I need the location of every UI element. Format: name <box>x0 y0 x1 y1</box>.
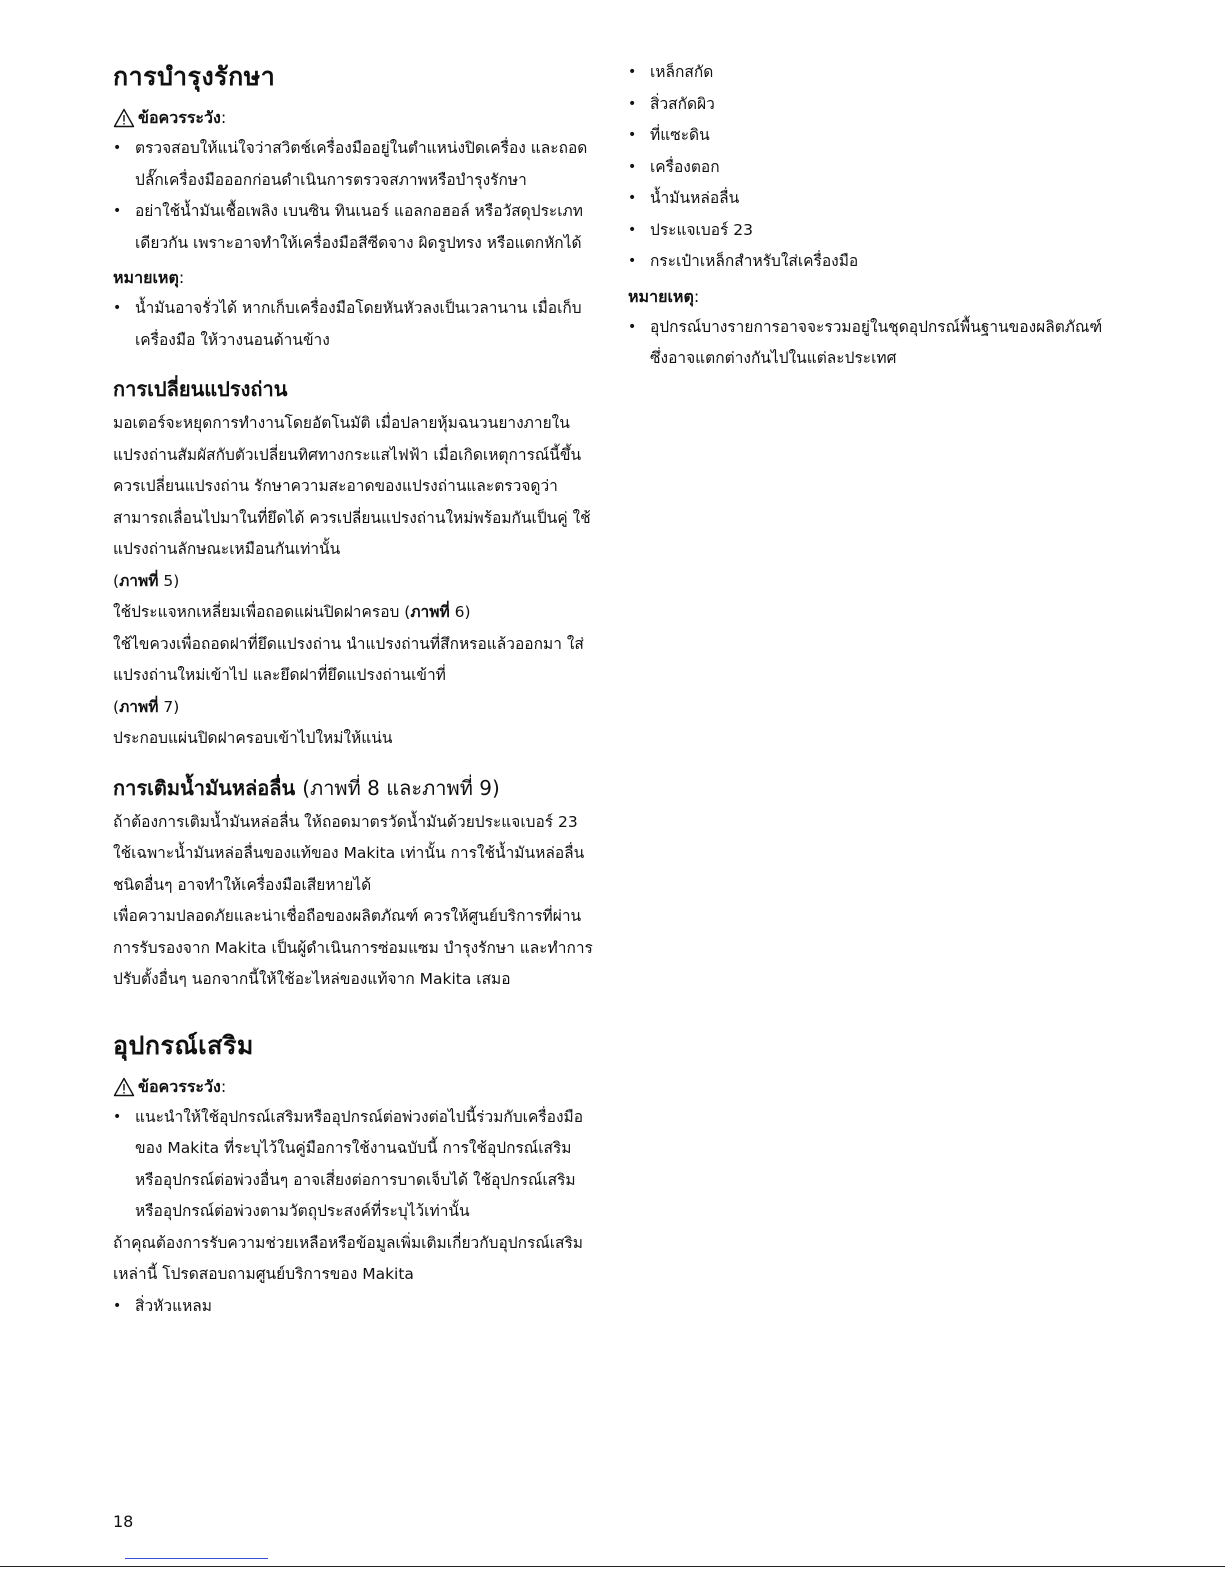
maintenance-title: การบำรุงรักษา <box>113 62 276 91</box>
colon: : <box>178 268 185 287</box>
figure-number: 6 <box>454 603 465 621</box>
list-item-text: อย่าใช้น้ำมันเชื้อเพลิง เบนซิน ทินเนอร์ แอลกอฮอล์ หรือวัสดุประเภทเดียวกัน เพราะอาจทำให้เครื่องมือสีซีดจาง ผิดรูปทรง หรือแตกหักได้ <box>135 202 583 252</box>
list-item-text: กระเป๋าเหล็กสำหรับใส่เครื่องมือ <box>650 252 859 270</box>
lubricant-para-1: ถ้าต้องการเติมน้ำมันหล่อลื่น ให้ถอดมาตรวัดน้ำมันด้วยประแจเบอร์ 23 ใช้เฉพาะน้ำมันหล่อลื่นของแท้ของ Makita เท่านั้น การใช้น้ำมันหล่อลื่นชนิดอื่นๆ อาจทำให้เครื่องมือเสียหายได้ <box>113 812 585 894</box>
list-item-text: สิ่วหัวแหลม <box>135 1296 213 1315</box>
accessories-caution-heading <box>113 1072 593 1102</box>
figure-5-reference: (ภาพที่ 5) <box>113 571 180 590</box>
accessories-list-left <box>113 1291 593 1323</box>
left-column <box>113 55 593 1322</box>
list-item-text: น้ำมันหล่อลื่น <box>650 189 740 207</box>
bottom-rule <box>0 1566 1225 1567</box>
accessories-note-label: หมายเหตุ <box>628 286 694 306</box>
list-item <box>628 89 1108 121</box>
accessories-caution-label: ข้อควรระวัง <box>138 1076 221 1096</box>
bullet: • <box>628 95 637 112</box>
list-item <box>628 246 1108 278</box>
brush-title: การเปลี่ยนแปรงถ่าน <box>113 377 288 401</box>
list-item-text: ประแจเบอร์ 23 <box>650 220 753 239</box>
list-item-text: เหล็กสกัด <box>650 63 714 81</box>
maintenance-note-label: หมายเหตุ <box>113 268 179 287</box>
list-item <box>628 57 1108 89</box>
bullet: • <box>628 318 637 335</box>
lubricant-title-figures: (ภาพที่ 8 และภาพที่ 9) <box>302 775 500 800</box>
list-item-text: อุปกรณ์บางรายการอาจจะรวมอยู่ในชุดอุปกรณ์พื้นฐานของผลิตภัณฑ์ ซึ่งอาจแตกต่างกันไปในแต่ละประเทศ <box>650 317 1103 367</box>
list-item-text: ที่แซะดิน <box>650 126 710 144</box>
list-item <box>628 120 1108 152</box>
colon: : <box>693 286 700 306</box>
bullet: • <box>628 64 637 80</box>
figure-number: 5 <box>163 571 174 590</box>
warning-triangle-icon <box>113 108 135 128</box>
list-item <box>113 196 593 259</box>
list-item <box>113 293 593 356</box>
list-item <box>628 215 1108 247</box>
list-item-text: เครื่องตอก <box>650 157 720 176</box>
accessories-note-heading <box>628 282 1108 312</box>
accessories-intro: ถ้าคุณต้องการรับความช่วยเหลือหรือข้อมูลเพิ่มเติมเกี่ยวกับอุปกรณ์เสริมเหล่านี้ โปรดสอบถามศูนย์บริการของ Makita <box>113 1233 583 1283</box>
list-item <box>113 133 593 196</box>
figure-number: 7 <box>163 697 174 716</box>
bullet: • <box>628 221 637 238</box>
colon: : <box>220 1076 227 1096</box>
lubricant-para-2: เพื่อความปลอดภัยและน่าเชื่อถือของผลิตภัณฑ์ ควรให้ศูนย์บริการที่ผ่านการรับรองจาก Makita เป็นผู้ดำเนินการซ่อมแซม บำรุงรักษา และทำการปรับตั้งอื่นๆ นอกจากนี้ให้ใช้อะไหล่ของแท้จาก Makita เสมอ <box>113 907 593 988</box>
figure-label: ภาพที่ <box>119 697 159 716</box>
brush-step-2: ใช้ไขควงเพื่อถอดฝาที่ยึดแปรงถ่าน นำแปรงถ่านที่สึกหรอแล้วออกมา ใส่แปรงถ่านใหม่เข้าไป และยึดฝาที่ยึดแปรงถ่านเข้าที่ <box>113 634 584 684</box>
figure-label: ภาพที่ <box>119 571 159 590</box>
bullet: • <box>113 140 122 156</box>
accessories-note-list <box>628 312 1108 375</box>
lubricant-title-text: การเติมน้ำมันหล่อลื่น <box>113 775 296 800</box>
figure-7-reference: (ภาพที่ 7) <box>113 697 180 716</box>
warning-triangle-icon <box>113 1077 135 1097</box>
accessories-caution-list <box>113 1102 593 1228</box>
maintenance-note-list <box>113 293 593 356</box>
list-item-text: น้ำมันอาจรั่วได้ หากเก็บเครื่องมือโดยหันหัวลงเป็นเวลานาน เมื่อเก็บเครื่องมือ ให้วางนอนด้านข้าง <box>135 299 582 349</box>
brush-step-3: ประกอบแผ่นปิดฝาครอบเข้าไปใหม่ให้แน่น <box>113 729 393 747</box>
bullet: • <box>113 203 122 219</box>
bullet: • <box>628 158 637 175</box>
accessories-list-right <box>628 57 1108 278</box>
list-item <box>113 1102 593 1228</box>
figure-label: ภาพที่ <box>410 603 450 621</box>
bullet: • <box>113 300 122 316</box>
maintenance-caution-label: ข้อควรระวัง <box>138 108 221 127</box>
link-underline <box>125 1558 268 1559</box>
bullet: • <box>113 1108 122 1125</box>
bullet: • <box>628 253 637 269</box>
right-column <box>628 57 1108 375</box>
brush-intro: มอเตอร์จะหยุดการทำงานโดยอัตโนมัติ เมื่อปลายหุ้มฉนวนยางภายในแปรงถ่านสัมผัสกับตัวเปลี่ยนทิศทางกระแสไฟฟ้า เมื่อเกิดเหตุการณ์นี้ขึ้น ควรเปลี่ยนแปรงถ่าน รักษาความสะอาดของแปรงถ่านและตรวจดูว่าสามารถเลื่อนไปมาในที่ยึดได้ ควรเปลี่ยนแปรงถ่านใหม่พร้อมกันเป็นคู่ ใช้แปรงถ่านลักษณะเหมือนกันเท่านั้น <box>113 414 591 558</box>
list-item <box>628 312 1108 375</box>
list-item <box>628 183 1108 215</box>
step-text: ใช้ประแจหกเหลี่ยมเพื่อถอดแผ่นปิดฝาครอบ <box>113 603 400 621</box>
maintenance-caution-list <box>113 133 593 259</box>
maintenance-caution-heading <box>113 103 593 133</box>
list-item <box>113 1291 593 1323</box>
brush-step-1: ใช้ประแจหกเหลี่ยมเพื่อถอดแผ่นปิดฝาครอบ (ภาพที่ 6) <box>113 603 471 621</box>
list-item-text: สิ่วสกัดผิว <box>650 94 715 113</box>
bullet: • <box>113 1297 122 1314</box>
bullet: • <box>628 127 637 143</box>
page-number: 18 <box>113 1512 134 1531</box>
list-item-text: แนะนำให้ใช้อุปกรณ์เสริมหรืออุปกรณ์ต่อพ่วงต่อไปนี้ร่วมกับเครื่องมือของ Makita ที่ระบุไว้ในคู่มือการใช้งานฉบับนี้ การใช้อุปกรณ์เสริมหรืออุปกรณ์ต่อพ่วงอื่นๆ อาจเสี่ยงต่อการบาดเจ็บได้ ใช้อุปกรณ์เสริมหรืออุปกรณ์ต่อพ่วงตามวัตถุประสงค์ที่ระบุไว้เท่านั้น <box>135 1107 584 1220</box>
list-item <box>628 152 1108 184</box>
lubricant-title <box>113 769 593 807</box>
bullet: • <box>628 190 637 206</box>
maintenance-note-heading <box>113 263 593 293</box>
accessories-title: อุปกรณ์เสริม <box>113 1030 254 1060</box>
list-item-text: ตรวจสอบให้แน่ใจว่าสวิตช์เครื่องมืออยู่ในตำแหน่งปิดเครื่อง และถอดปลั๊กเครื่องมือออกก่อนดำเนินการตรวจสภาพหรือบำรุงรักษา <box>135 139 588 189</box>
colon: : <box>220 108 227 127</box>
